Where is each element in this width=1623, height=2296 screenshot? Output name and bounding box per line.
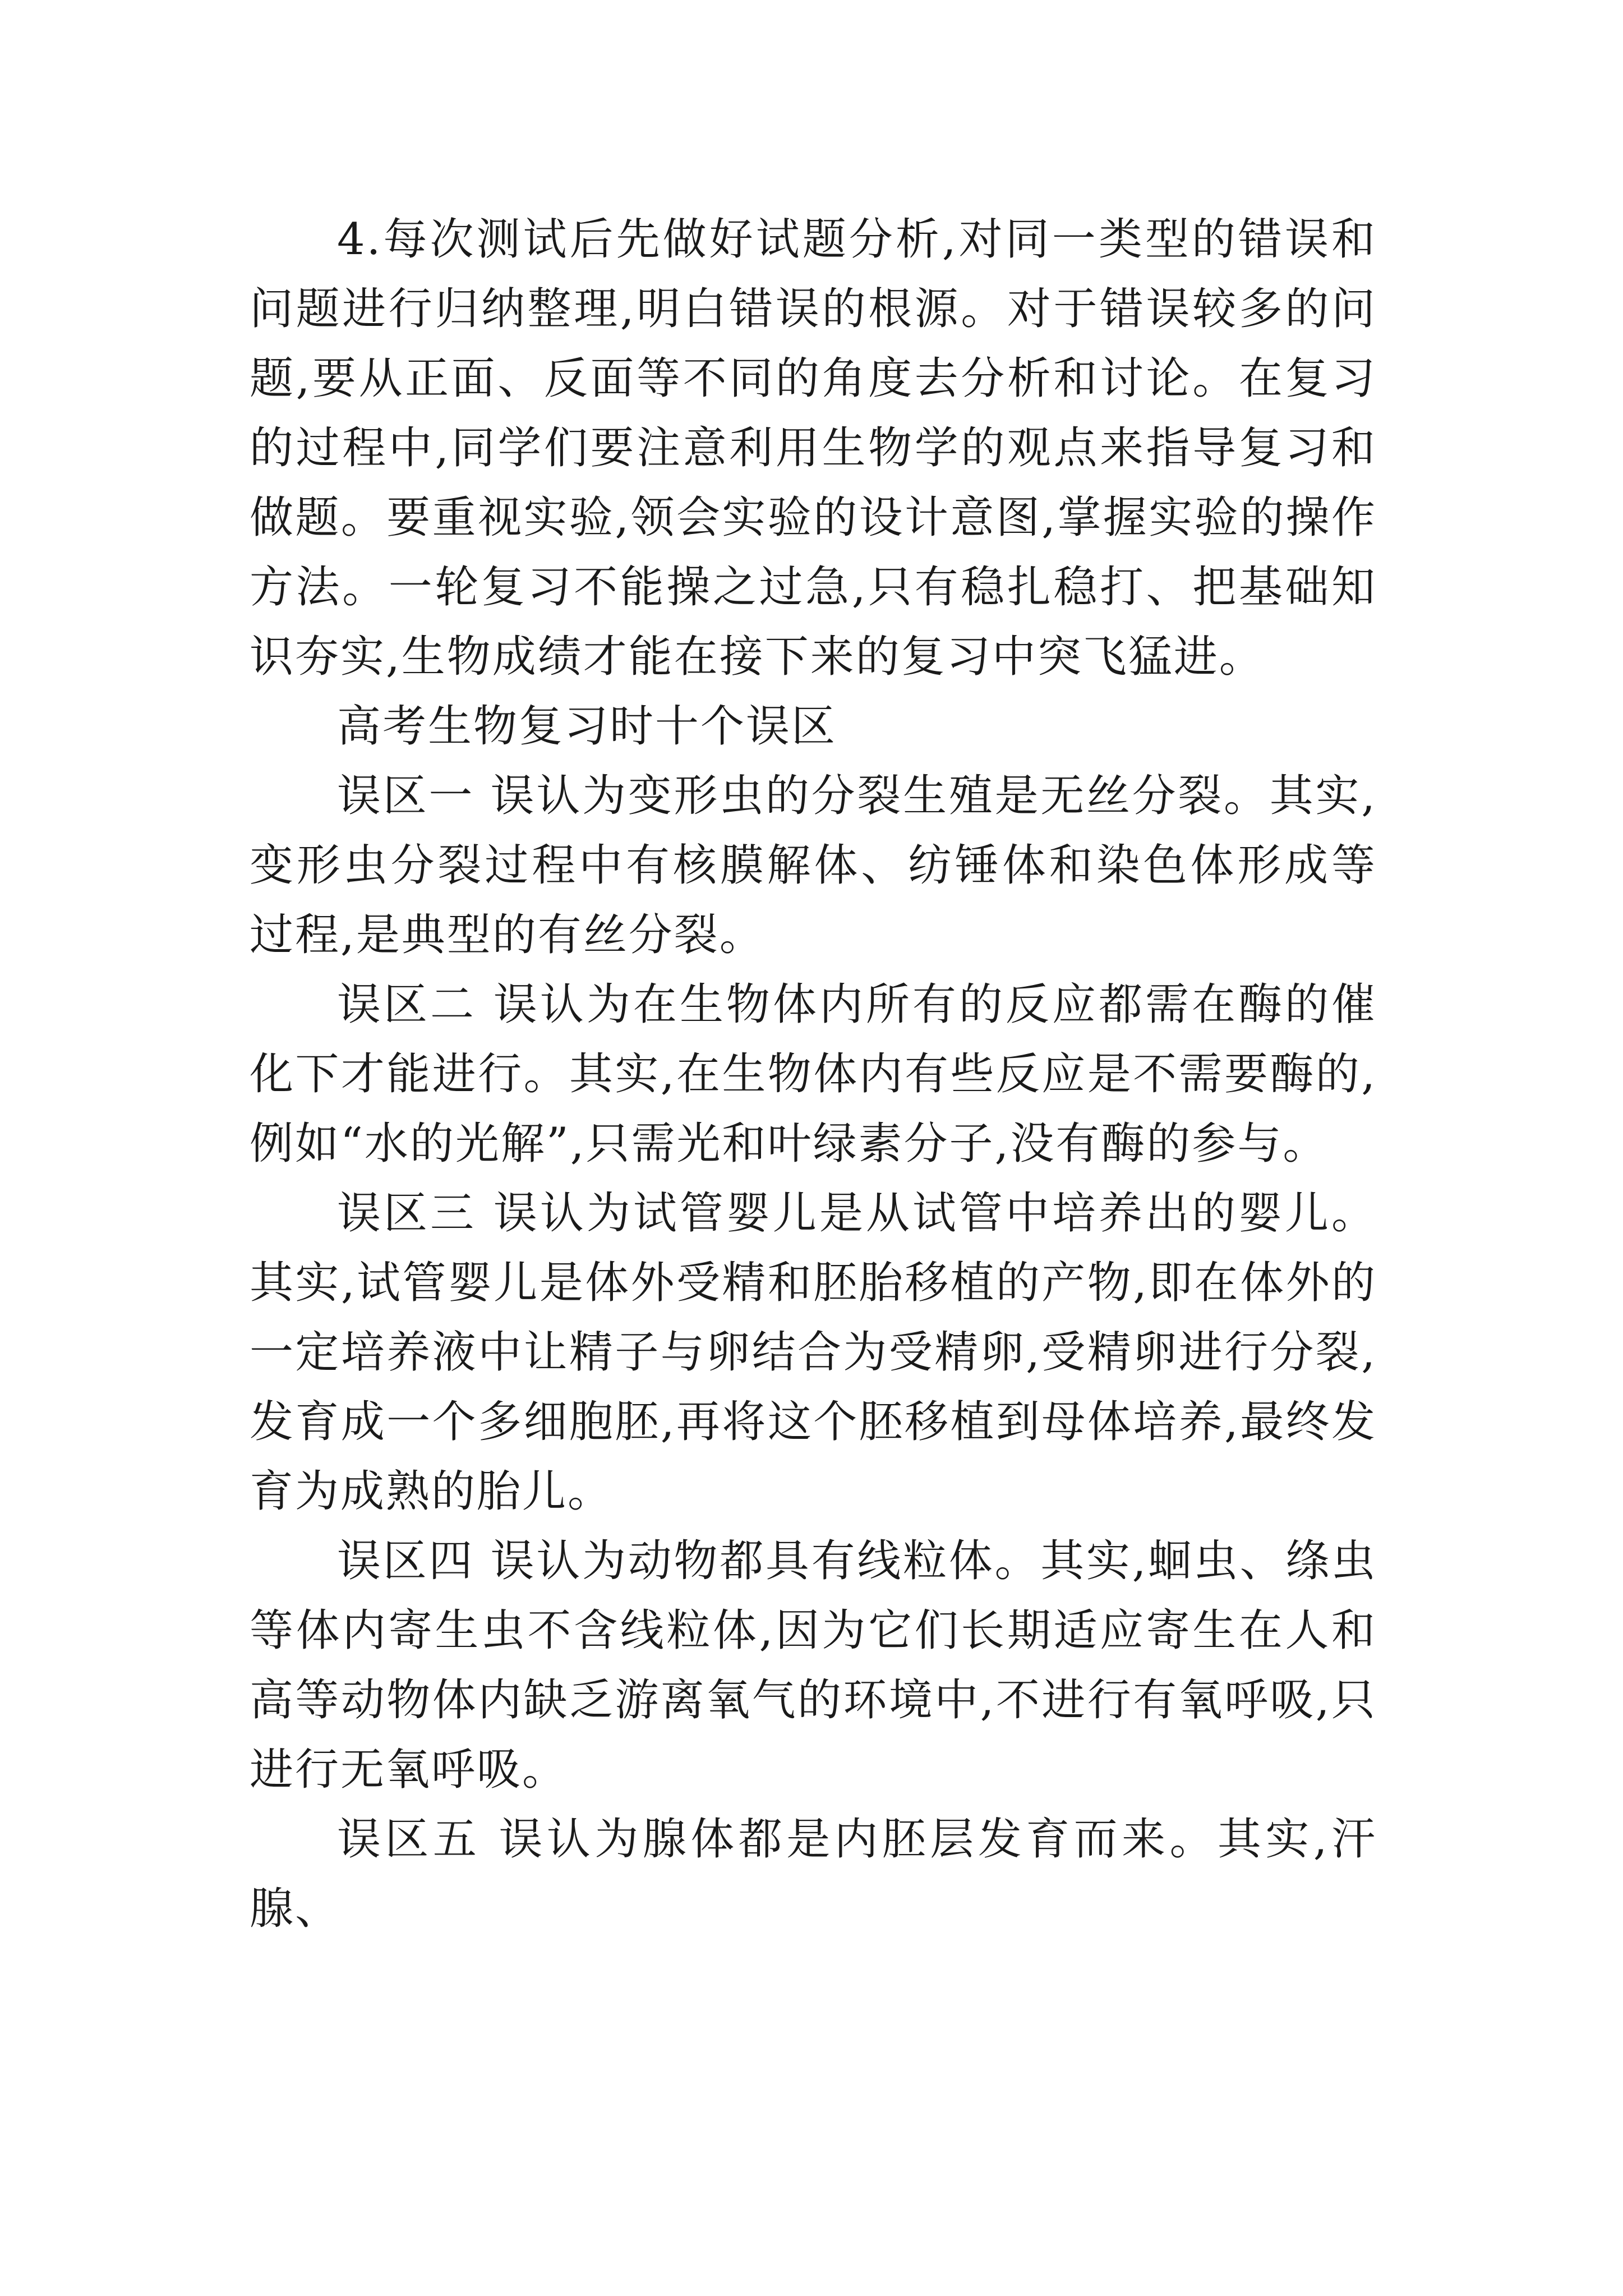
section-heading: 高考生物复习时十个误区 <box>337 701 837 752</box>
document-body <box>250 205 1377 1944</box>
paragraph-misconception-3: 误区三 误认为试管婴儿是从试管中培养出的婴儿。其实,试管婴儿是体外受精和胚胎移植的产物,即在体外的一定培养液中让精子与卵结合为受精卵,受精卵进行分裂,发育成一个多细胞胚,再将这个胚移植到母体培养,最终发育为成熟的胎儿。 <box>250 1188 1377 1517</box>
paragraph-misconception-4: 误区四 误认为动物都具有线粒体。其实,蛔虫、绦虫等体内寄生虫不含线粒体,因为它们长期适应寄生在人和高等动物体内缺乏游离氧气的环境中,不进行有氧呼吸,只进行无氧呼吸。 <box>250 1536 1377 1795</box>
paragraph-misconception-5: 误区五 误认为腺体都是内胚层发育而来。其实,汗腺、 <box>250 1814 1377 1934</box>
paragraph-study-tips: 4.每次测试后先做好试题分析,对同一类型的错误和问题进行归纳整理,明白错误的根源。对于错误较多的问题,要从正面、反面等不同的角度去分析和讨论。在复习的过程中,同学们要注意利用生物学的观点来指导复习和做题。要重视实验,领会实验的设计意图,掌握实验的操作方法。一轮复习不能操之过急,只有稳扎稳打、把基础知识夯实,生物成绩才能在接下来的复习中突飞猛进。 <box>250 214 1377 682</box>
paragraph-misconception-2: 误区二 误认为在生物体内所有的反应都需在酶的催化下才能进行。其实,在生物体内有些反应是不需要酶的,例如“水的光解”,只需光和叶绿素分子,没有酶的参与。 <box>250 979 1377 1169</box>
paragraph-misconception-1: 误区一 误认为变形虫的分裂生殖是无丝分裂。其实,变形虫分裂过程中有核膜解体、纺锤体和染色体形成等过程,是典型的有丝分裂。 <box>250 771 1377 960</box>
